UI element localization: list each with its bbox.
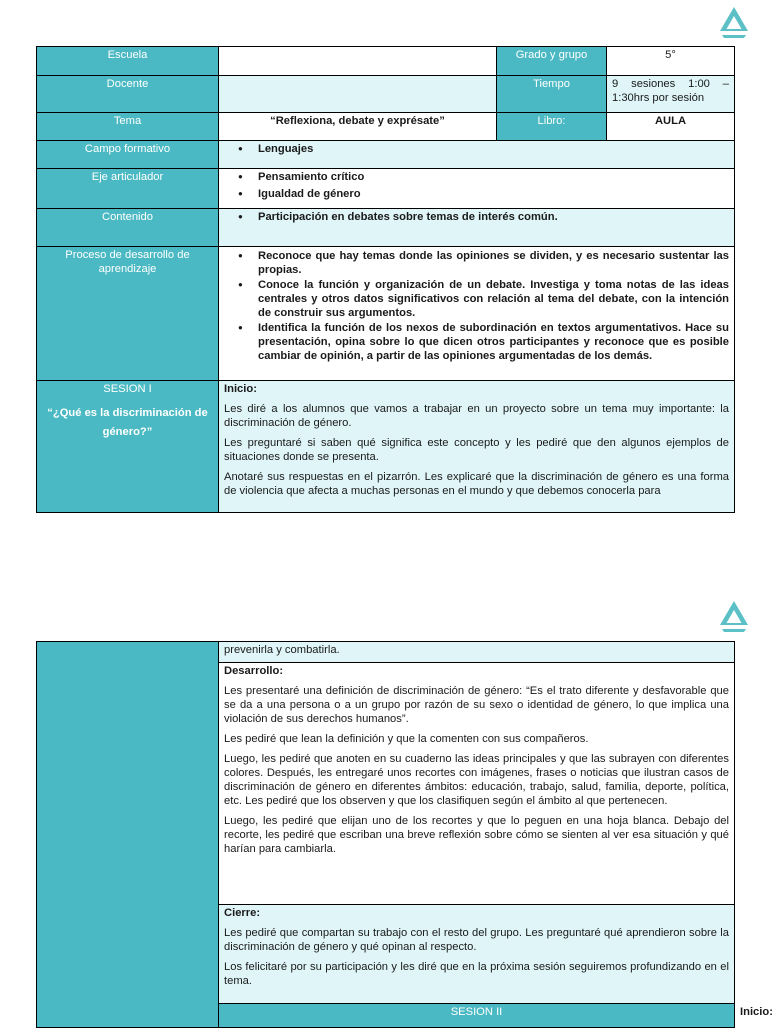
row-campo bbox=[37, 141, 735, 169]
row-session-2: SESION II Inicio: bbox=[37, 1004, 735, 1028]
contenido-item: ● Participación en debates sobre temas de interés común. bbox=[224, 210, 729, 224]
eje-value bbox=[219, 169, 735, 209]
cierre-paragraph: Les pediré que compartan su trabajo con el resto del grupo. Les preguntaré qué aprendieron sobre la discriminación de género y qué opinan al respecto. bbox=[224, 927, 729, 953]
proceso-item: ● Identifica la función de los nexos de subordinación en textos argumentativos. Hace su presentación, opina sobre lo que dicen otros participantes y reconoce que es posible cambiar de opinión, a partir de las opiniones argumentadas de los demás. bbox=[224, 321, 729, 363]
session-1-inicio bbox=[219, 381, 735, 513]
cierre-title: Cierre: bbox=[224, 907, 261, 919]
row-proceso bbox=[37, 247, 735, 381]
eje-item: ● Pensamiento crítico bbox=[224, 170, 729, 184]
desarrollo-paragraph: Les pediré que lean la definición y que la comenten con sus compañeros. bbox=[224, 733, 589, 745]
inicio-paragraph: Les diré a los alumnos que vamos a trabajar en un proyecto sobre un tema muy importante: la discriminación de género. bbox=[224, 403, 729, 429]
row-eje bbox=[37, 169, 735, 209]
contenido-label: Contenido bbox=[37, 209, 219, 247]
inicio-paragraph-continued: prevenirla y combatirla. bbox=[224, 644, 340, 656]
desarrollo-title: Desarrollo: bbox=[224, 665, 284, 677]
session-1-label-cell bbox=[37, 381, 219, 513]
session-1-label: SESION I bbox=[103, 383, 152, 395]
row-escuela bbox=[37, 47, 735, 76]
inicio-paragraph: Anotaré sus respuestas en el pizarrón. Les explicaré que la discriminación de género es una forma de violencia que afecta a muchas personas en el mundo y que debemos conocerla para bbox=[224, 471, 729, 497]
proceso-item: ● Conoce la función y organización de un debate. Investiga y toma notas de las ideas centrales y otros datos significativos con relación al tema del debate, con la intención de construir sus argumentos. bbox=[224, 278, 729, 320]
session-2-label: SESION II bbox=[219, 1004, 735, 1028]
session-1-continued-label bbox=[37, 642, 219, 1028]
libro-label: Libro: bbox=[497, 113, 607, 141]
inicio-paragraph: Les preguntaré si saben qué significa este concepto y les pediré que den algunos ejemplos de situaciones donde se presenta. bbox=[224, 437, 729, 463]
tema-value: “Reflexiona, debate y exprésate” bbox=[219, 113, 497, 141]
desarrollo-paragraph: Luego, les pediré que anoten en su cuaderno las ideas principales y que las subrayen con diferentes colores. Después, les entregaré unos recortes con imágenes, frases o noticias que ilustran casos de discriminación de género en diferentes ámbitos: educación, trabajo, salud, familia, deporte, política, etc. Les pediré que los observen y que los clasifiquen según el ámbito al que pertenecen. bbox=[224, 753, 729, 807]
inicio-continued bbox=[219, 642, 735, 663]
plan-table-page-2 bbox=[36, 641, 773, 1028]
session-1-question: “¿Qué es la discriminación de género?” bbox=[47, 407, 208, 438]
session-1-desarrollo bbox=[219, 663, 735, 905]
docente-label: Docente bbox=[37, 76, 219, 113]
desarrollo-paragraph: Luego, les pediré que elijan uno de los recortes y que lo peguen en una hoja blanca. Debajo del recorte, les pediré que escriban una breve reflexión sobre cómo se sienten al ver esa situación y qué harían para cambiarla. bbox=[224, 815, 729, 855]
session-1-cierre bbox=[219, 905, 735, 1004]
eje-item: ● Igualdad de género bbox=[224, 187, 729, 201]
logo-icon bbox=[718, 599, 750, 633]
proceso-item: ● Reconoce que hay temas donde las opiniones se dividen, y es necesario sustentar las propias. bbox=[224, 249, 729, 277]
row-docente bbox=[37, 76, 735, 113]
row-session-1-continued bbox=[37, 642, 735, 663]
row-session-1 bbox=[37, 381, 735, 513]
docente-value bbox=[219, 76, 497, 113]
contenido-value bbox=[219, 209, 735, 247]
row-contenido bbox=[37, 209, 735, 247]
row-tema bbox=[37, 113, 735, 141]
campo-label: Campo formativo bbox=[37, 141, 219, 169]
desarrollo-paragraph: Les presentaré una definición de discriminación de género: “Es el trato diferente y desfavorable que se da a una persona o a un grupo por razón de su sexo o identidad de género, lo que implica una violación de sus derechos humanos”. bbox=[224, 685, 729, 725]
eje-label: Eje articulador bbox=[37, 169, 219, 209]
inicio-title: Inicio: bbox=[224, 383, 257, 395]
escuela-value bbox=[219, 47, 497, 76]
libro-value: AULA bbox=[607, 113, 735, 141]
proceso-value bbox=[219, 247, 735, 381]
grado-value: 5° bbox=[607, 47, 735, 76]
campo-item: ● Lenguajes bbox=[224, 142, 729, 156]
proceso-label: Proceso de desarrollo de aprendizaje bbox=[37, 247, 219, 381]
plan-table-page-1 bbox=[36, 46, 735, 513]
tema-label: Tema bbox=[37, 113, 219, 141]
logo-icon bbox=[718, 5, 750, 39]
cierre-paragraph: Los felicitaré por su participación y les diré que en la próxima sesión seguiremos profundizando en el tema. bbox=[224, 961, 729, 987]
grado-label: Grado y grupo bbox=[497, 47, 607, 76]
tiempo-label: Tiempo bbox=[497, 76, 607, 113]
campo-value bbox=[219, 141, 735, 169]
escuela-label: Escuela bbox=[37, 47, 219, 76]
tiempo-value: 9 sesiones 1:00 – 1:30hrs por sesión bbox=[607, 76, 735, 113]
